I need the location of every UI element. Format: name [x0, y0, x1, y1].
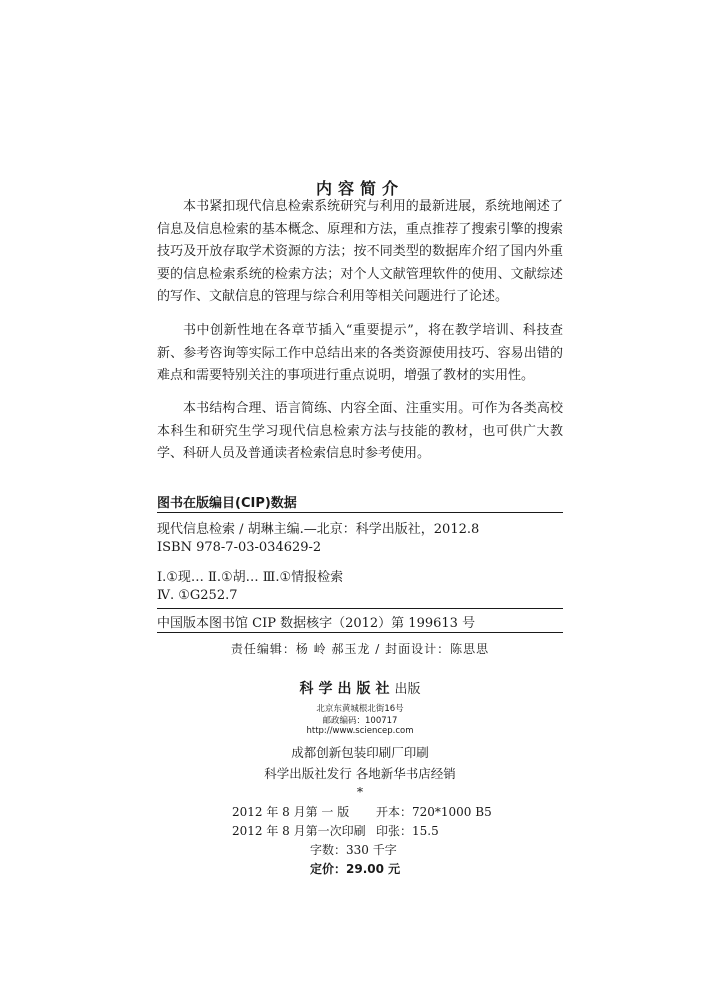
- word-count: 字数：330 千字: [310, 843, 397, 857]
- summary-paragraph-3: 本书结构合理、语言简练、内容全面、注重实用。可作为各类高校本科生和研究生学习现代信息检索方法与技能的教材，也可供广大教学、科研人员及普通读者检索信息时参考使用。: [157, 401, 563, 461]
- cip-isbn: ISBN 978-7-03-034629-2: [157, 540, 322, 555]
- separator-star: *: [356, 784, 364, 799]
- book-format: 开本：720*1000 B5: [376, 805, 492, 819]
- summary-title: 内容简介: [315, 179, 404, 198]
- editor-credits: 责任编辑：杨 岭 郝玉龙 / 封面设计：陈思思: [230, 642, 490, 656]
- summary-paragraph-2: 书中创新性地在各章节插入“重要提示”，将在教学培训、科技查新、参考咨询等实际工作中总结出来的各类资源使用技巧、容易出错的难点和需要特别关注的事项进行重点说明，增强了教材的实用性。: [157, 323, 563, 383]
- cip-classification-2: Ⅳ. ①G252.7: [157, 588, 238, 603]
- publisher-line: [0, 678, 720, 698]
- edition-date: 2012 年 8 月第 一 版: [232, 805, 350, 819]
- publisher-suffix: 出版: [394, 682, 421, 697]
- cip-heading: 图书在版编目(CIP)数据: [157, 496, 297, 511]
- publisher-postcode: 邮政编码：100717: [322, 716, 398, 726]
- cip-classification-1: Ⅰ.①现… Ⅱ.①胡… Ⅲ.①情报检索: [157, 570, 344, 585]
- cip-data-number: 中国版本图书馆 CIP 数据核字（2012）第 199613 号: [157, 616, 476, 631]
- cip-middle-rule: [157, 608, 563, 609]
- cip-title-line: 现代信息检索 / 胡琳主编.—北京：科学出版社，2012.8: [157, 522, 480, 537]
- publisher-website: http://www.sciencep.com: [306, 726, 414, 736]
- cip-bottom-rule: [157, 632, 563, 633]
- publisher-address: 北京东黄城根北街16号: [316, 704, 404, 714]
- distribution-line: 科学出版社发行 各地新华书店经销: [264, 766, 456, 781]
- printer-line: 成都创新包装印刷厂印刷: [291, 745, 429, 760]
- printing-date: 2012 年 8 月第一次印刷: [232, 824, 366, 838]
- summary-paragraph-1: 本书紧扣现代信息检索系统研究与利用的最新进展，系统地阐述了信息及信息检索的基本概念、原理和方法，重点推荐了搜索引擎的搜索技巧及开放存取学术资源的方法；按不同类型的数据库介绍了国内外重要的信息检索系统的检索方法；对个人文献管理软件的使用、文献综述的写作、文献信息的管理与综合利用等相关问题进行了论述。: [157, 199, 563, 304]
- cip-top-rule: [157, 512, 563, 513]
- price: 定价：29.00 元: [310, 862, 401, 876]
- publisher-name: 科学出版社: [299, 681, 395, 697]
- printed-sheets: 印张：15.5: [376, 824, 439, 838]
